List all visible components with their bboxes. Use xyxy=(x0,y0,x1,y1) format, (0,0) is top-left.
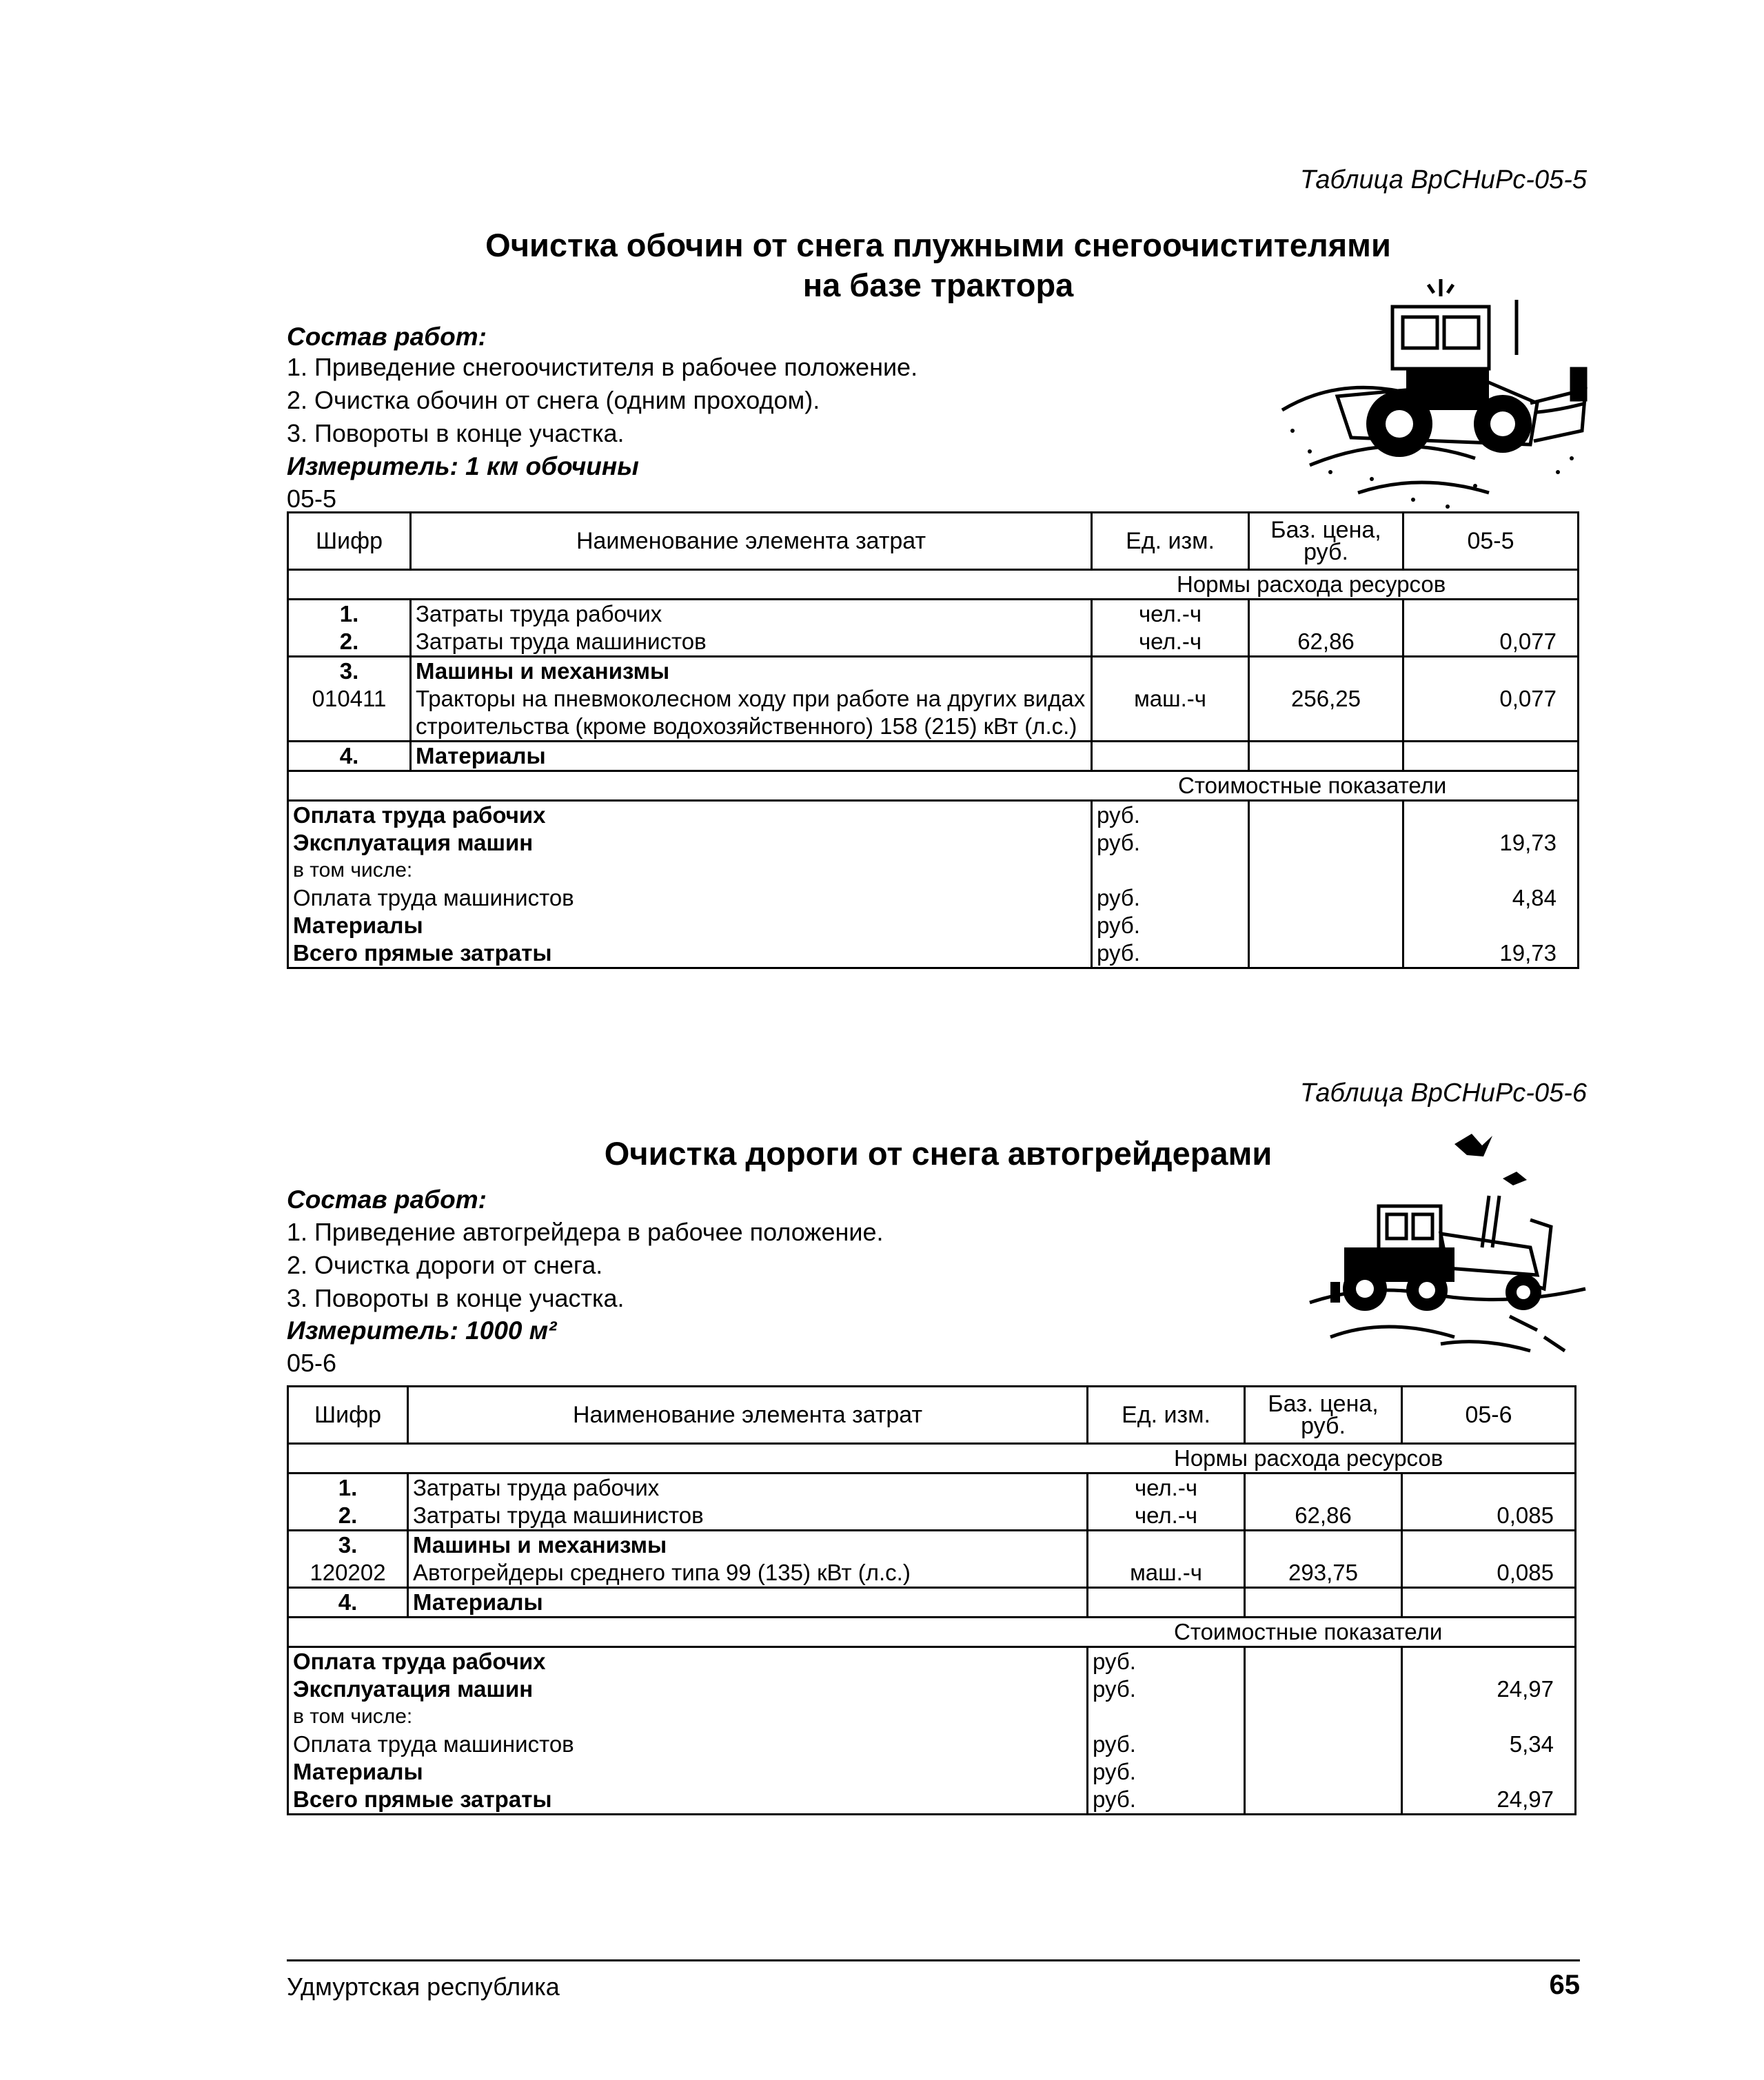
cost-name: Эксплуатация машин xyxy=(288,1675,1088,1703)
row-value xyxy=(1402,1588,1576,1618)
cost-name: Оплата труда рабочих xyxy=(288,801,1092,830)
row-unit: чел.-ч xyxy=(1088,1474,1245,1502)
composition-item: 3. Повороты в конце участка. xyxy=(287,419,625,447)
cost-price-empty xyxy=(1249,912,1403,939)
footer-rule xyxy=(287,1959,1580,1961)
row-unit xyxy=(1088,1588,1245,1618)
cost-name: Материалы xyxy=(288,1758,1088,1786)
cost-price-empty xyxy=(1245,1786,1402,1815)
header-price: Баз. цена, руб. xyxy=(1249,513,1403,570)
row-name: Затраты труда рабочих xyxy=(411,600,1092,629)
header-code: Шифр xyxy=(288,1387,408,1444)
composition-label: Состав работ: xyxy=(287,323,487,351)
cost-value xyxy=(1402,1703,1576,1731)
cost-price-empty xyxy=(1245,1703,1402,1731)
cost-price-empty xyxy=(1249,857,1403,884)
cost-unit: руб. xyxy=(1088,1786,1245,1815)
row-price: 62,86 xyxy=(1249,628,1403,657)
section-title-line: на базе трактора xyxy=(802,267,1074,303)
header-name: Наименование элемента затрат xyxy=(408,1387,1088,1444)
row-value: 0,085 xyxy=(1402,1502,1576,1531)
cost-name: Материалы xyxy=(288,912,1092,939)
meter-label: Измеритель: 1000 м² xyxy=(287,1316,557,1345)
section-code: 05-5 xyxy=(287,485,337,513)
cost-value: 19,73 xyxy=(1403,829,1579,857)
cost-price-empty xyxy=(1249,939,1403,968)
norms-label: Нормы расхода ресурсов xyxy=(288,1444,1576,1474)
row-price xyxy=(1245,1531,1402,1560)
row-price: 256,25 xyxy=(1249,685,1403,742)
footer-region: Удмуртская республика xyxy=(287,1972,560,2001)
snowplow-tractor-illustration xyxy=(1268,265,1599,513)
cost-table xyxy=(287,1385,1577,1815)
row-number: 1. xyxy=(288,1474,408,1502)
row-value xyxy=(1403,600,1579,629)
row-price xyxy=(1249,600,1403,629)
row-value xyxy=(1402,1531,1576,1560)
cost-label: Стоимостные показатели xyxy=(288,771,1579,801)
cost-unit xyxy=(1088,1703,1245,1731)
section-code: 05-6 xyxy=(287,1349,337,1377)
norms-label: Нормы расхода ресурсов xyxy=(288,570,1579,600)
row-name: Машины и механизмы xyxy=(411,657,1092,686)
header-norm: 05-6 xyxy=(1402,1387,1576,1444)
row-unit xyxy=(1088,1531,1245,1560)
composition-item: 3. Повороты в конце участка. xyxy=(287,1284,625,1312)
composition-label: Состав работ: xyxy=(287,1185,487,1214)
row-name: Затраты труда машинистов xyxy=(408,1502,1088,1531)
cost-price-empty xyxy=(1245,1731,1402,1758)
cost-price-empty xyxy=(1245,1647,1402,1676)
cost-value xyxy=(1402,1647,1576,1676)
section-title-line: Очистка обочин от снега плужными снегоочистителями xyxy=(485,227,1391,263)
cost-name: Всего прямые затраты xyxy=(288,1786,1088,1815)
cost-unit: руб. xyxy=(1092,801,1249,830)
cost-price-empty xyxy=(1245,1675,1402,1703)
row-price xyxy=(1249,742,1403,771)
cost-value: 24,97 xyxy=(1402,1675,1576,1703)
row-price xyxy=(1245,1474,1402,1502)
row-value: 0,077 xyxy=(1403,628,1579,657)
header-unit: Ед. изм. xyxy=(1092,513,1249,570)
cost-name: в том числе: xyxy=(288,1703,1088,1731)
row-price xyxy=(1249,657,1403,686)
row-value: 0,085 xyxy=(1402,1559,1576,1588)
header-norm: 05-5 xyxy=(1403,513,1579,570)
cost-unit: руб. xyxy=(1092,829,1249,857)
row-number: 010411 xyxy=(288,685,411,742)
row-name: Материалы xyxy=(411,742,1092,771)
cost-unit: руб. xyxy=(1092,939,1249,968)
table-label: Таблица ВрСНиРс-05-6 xyxy=(1299,1079,1587,1108)
cost-name: в том числе: xyxy=(288,857,1092,884)
row-price xyxy=(1245,1588,1402,1618)
row-name: Автогрейдеры среднего типа 99 (135) кВт (л.с.) xyxy=(408,1559,1088,1588)
row-price: 62,86 xyxy=(1245,1502,1402,1531)
cost-price-empty xyxy=(1245,1758,1402,1786)
composition-item: 1. Приведение автогрейдера в рабочее положение. xyxy=(287,1218,884,1246)
cost-unit: руб. xyxy=(1088,1647,1245,1676)
row-name: Затраты труда машинистов xyxy=(411,628,1092,657)
cost-name: Эксплуатация машин xyxy=(288,829,1092,857)
row-number: 3. xyxy=(288,1531,408,1560)
row-unit: маш.-ч xyxy=(1092,685,1249,742)
cost-unit: руб. xyxy=(1088,1731,1245,1758)
row-unit: чел.-ч xyxy=(1088,1502,1245,1531)
header-price: Баз. цена, руб. xyxy=(1245,1387,1402,1444)
cost-name: Оплата труда машинистов xyxy=(288,1731,1088,1758)
cost-value: 24,97 xyxy=(1402,1786,1576,1815)
cost-price-empty xyxy=(1249,801,1403,830)
row-value xyxy=(1403,742,1579,771)
cost-value xyxy=(1402,1758,1576,1786)
header-unit: Ед. изм. xyxy=(1088,1387,1245,1444)
row-name: Тракторы на пневмоколесном ходу при работе на других видах строительства (кроме водохозяйственного) 158 (215) кВт (л.с.) xyxy=(411,685,1092,742)
composition-item: 1. Приведение снегоочистителя в рабочее положение. xyxy=(287,353,918,381)
row-name: Машины и механизмы xyxy=(408,1531,1088,1560)
cost-price-empty xyxy=(1249,884,1403,912)
cost-unit: руб. xyxy=(1088,1758,1245,1786)
row-unit xyxy=(1092,742,1249,771)
cost-value: 5,34 xyxy=(1402,1731,1576,1758)
header-name: Наименование элемента затрат xyxy=(411,513,1092,570)
motor-grader-illustration xyxy=(1303,1130,1592,1378)
cost-value xyxy=(1403,912,1579,939)
row-number: 4. xyxy=(288,1588,408,1618)
cost-name: Всего прямые затраты xyxy=(288,939,1092,968)
row-number: 1. xyxy=(288,600,411,629)
cost-unit: руб. xyxy=(1092,884,1249,912)
row-unit: маш.-ч xyxy=(1088,1559,1245,1588)
row-name: Материалы xyxy=(408,1588,1088,1618)
cost-unit: руб. xyxy=(1088,1675,1245,1703)
cost-label: Стоимостные показатели xyxy=(288,1618,1576,1647)
cost-value xyxy=(1403,801,1579,830)
cost-value xyxy=(1403,857,1579,884)
row-unit xyxy=(1092,657,1249,686)
cost-name: Оплата труда машинистов xyxy=(288,884,1092,912)
page-number: 65 xyxy=(1549,1970,1580,2000)
cost-value: 19,73 xyxy=(1403,939,1579,968)
table-label: Таблица ВрСНиРс-05-5 xyxy=(1299,165,1587,194)
row-unit: чел.-ч xyxy=(1092,628,1249,657)
section-title-line: Очистка дороги от снега автогрейдерами xyxy=(604,1135,1273,1172)
composition-item: 2. Очистка обочин от снега (одним проходом). xyxy=(287,386,820,414)
row-unit: чел.-ч xyxy=(1092,600,1249,629)
row-value: 0,077 xyxy=(1403,685,1579,742)
row-number: 2. xyxy=(288,1502,408,1531)
row-number: 2. xyxy=(288,628,411,657)
cost-value: 4,84 xyxy=(1403,884,1579,912)
row-number: 120202 xyxy=(288,1559,408,1588)
composition-item: 2. Очистка дороги от снега. xyxy=(287,1251,603,1279)
cost-name: Оплата труда рабочих xyxy=(288,1647,1088,1676)
cost-unit xyxy=(1092,857,1249,884)
cost-unit: руб. xyxy=(1092,912,1249,939)
row-number: 4. xyxy=(288,742,411,771)
row-value xyxy=(1403,657,1579,686)
cost-price-empty xyxy=(1249,829,1403,857)
cost-table xyxy=(287,511,1579,969)
meter-label: Измеритель: 1 км обочины xyxy=(287,452,639,480)
header-code: Шифр xyxy=(288,513,411,570)
row-value xyxy=(1402,1474,1576,1502)
row-price: 293,75 xyxy=(1245,1559,1402,1588)
row-number: 3. xyxy=(288,657,411,686)
row-name: Затраты труда рабочих xyxy=(408,1474,1088,1502)
